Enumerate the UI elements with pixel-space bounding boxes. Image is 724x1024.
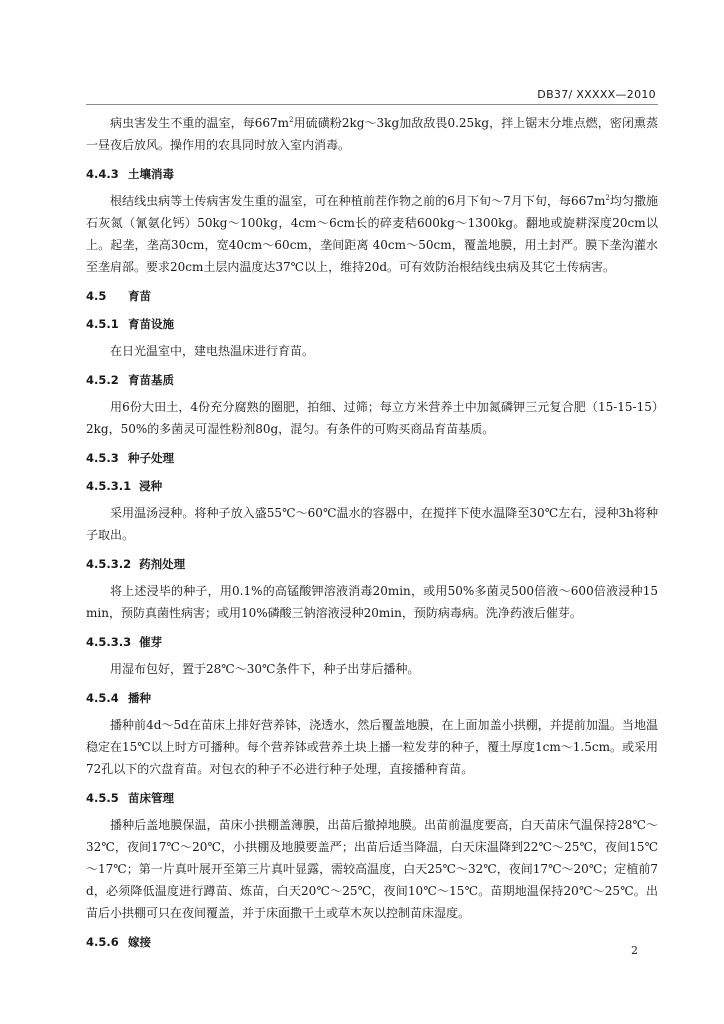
section-title: 育苗基质 <box>128 373 174 387</box>
section-title: 嫁接 <box>128 935 151 949</box>
heading-4-5-3 <box>86 448 658 468</box>
paragraph-seedling-facility: 在日光温室中，建电热温床进行育苗。 <box>110 344 315 358</box>
heading-4-5-3-2 <box>86 554 658 574</box>
section-title: 育苗 <box>128 289 151 303</box>
paragraph-seed-soaking: 采用温汤浸种。将种子放入盛55℃～60℃温水的容器中，在搅拌下使水温降至30℃左右，浸种3h将种子取出。 <box>86 506 658 542</box>
section-title: 种子处理 <box>128 451 174 465</box>
section-title: 苗床管理 <box>128 791 174 805</box>
heading-4-4-3 <box>86 164 658 184</box>
section-title: 播种 <box>128 691 151 705</box>
heading-4-5 <box>86 286 658 306</box>
paragraph-seedling-substrate: 用6份大田土，4份充分腐熟的圈肥，拍细、过筛；每立方米营养土中加氮磷钾三元复合肥（15-15-15）2kg，50%的多菌灵可湿性粉剂80g，混匀。有条件的可购买商品育苗基质。 <box>86 400 658 436</box>
page-content <box>86 112 658 958</box>
section-number: 4.5.3 <box>86 451 119 465</box>
heading-4-5-2 <box>86 370 658 390</box>
paragraph-sowing: 播种前4d～5d在苗床上排好营养钵，浇透水，然后覆盖地膜，在上面加盖小拱棚，并提前加温。当地温稳定在15℃以上时方可播种。每个营养钵或营养土块上播一粒发芽的种子，覆土厚度1cm～1.5cm。或采用72孔以下的穴盘育苗。对包衣的种子不必进行种子处理，直接播种育苗。 <box>86 718 658 776</box>
section-title: 育苗设施 <box>128 317 174 331</box>
header-divider <box>86 104 658 105</box>
section-number: 4.4.3 <box>86 167 119 181</box>
heading-4-5-4 <box>86 688 658 708</box>
section-number: 4.5.3.1 <box>86 479 132 493</box>
section-number: 4.5.5 <box>86 791 119 805</box>
heading-4-5-5 <box>86 788 658 808</box>
section-number: 4.5.1 <box>86 317 119 331</box>
section-number: 4.5.2 <box>86 373 119 387</box>
section-number: 4.5 <box>86 289 107 303</box>
section-title: 浸种 <box>139 479 163 493</box>
paragraph-germination: 用湿布包好，置于28℃～30℃条件下，种子出芽后播种。 <box>110 662 420 676</box>
paragraph-chemical-treatment: 将上述浸毕的种子，用0.1%的高锰酸钾溶液消毒20min，或用50%多菌灵500倍液～600倍液浸种15min，预防真菌性病害；或用10%磷酸三钠溶液浸种20min，预防病毒病。洗净药液后催芽。 <box>86 584 658 620</box>
section-title: 催芽 <box>139 635 163 649</box>
heading-4-5-3-1 <box>86 476 658 496</box>
section-title: 土壤消毒 <box>128 167 174 181</box>
section-number: 4.5.4 <box>86 691 119 705</box>
heading-4-5-3-3 <box>86 632 658 652</box>
section-number: 4.5.3.2 <box>86 557 132 571</box>
paragraph-seedbed-management: 播种后盖地膜保温，苗床小拱棚盖薄膜，出苗后撤掉地膜。出苗前温度要高，白天苗床气温保持28℃～32℃，夜间17℃～20℃，小拱棚及地膜要盖严；出苗后适当降温，白天床温降到22℃～25℃，夜间15℃～17℃；第一片真叶展开至第三片真叶显露，需较高温度，白天25℃～32℃，夜间17℃～20℃；定植前7d，必须降低温度进行蹲苗、炼苗，白天20℃～25℃，夜间10℃～15℃。苗期地温保持20℃～25℃。出苗后小拱棚可只在夜间覆盖，并于床面撒干土或草木灰以控制苗床湿度。 <box>86 818 658 920</box>
paragraph-greenhouse-disinfection: 病虫害发生不重的温室，每$667m^2$用硫磺粉2kg～3kg加敌敌畏0.25kg，拌上锯末分堆点燃，密闭熏蒸一昼夜后放风。操作用的农具同时放入室内消毒。 <box>86 116 658 152</box>
section-title: 药剂处理 <box>139 557 186 571</box>
heading-4-5-1 <box>86 314 658 334</box>
standard-code: DB37/ XXXXX—2010 <box>537 88 656 101</box>
section-number: 4.5.6 <box>86 935 119 949</box>
section-number: 4.5.3.3 <box>86 635 132 649</box>
heading-4-5-6 <box>86 932 658 952</box>
paragraph-soil-disinfection: 根结线虫病等土传病害发生重的温室，可在种植前茬作物之前的6月下旬～7月下旬，每$667m^2$均匀撒施石灰氮（氰氨化钙）50kg～100kg，4cm～6cm长的碎麦秸600kg～1300kg。翻地或旋耕深度20cm以上。起垄，垄高30cm，宽40cm～60cm，垄间距离 40cm～50cm，覆盖地膜，用土封严。膜下垄沟灌水至垄肩部。要求20cm土层内温度达37℃以上，维持20d。可有效防治根结线虫病及其它土传病害。 <box>86 194 658 274</box>
page-number: 2 <box>631 944 638 957</box>
